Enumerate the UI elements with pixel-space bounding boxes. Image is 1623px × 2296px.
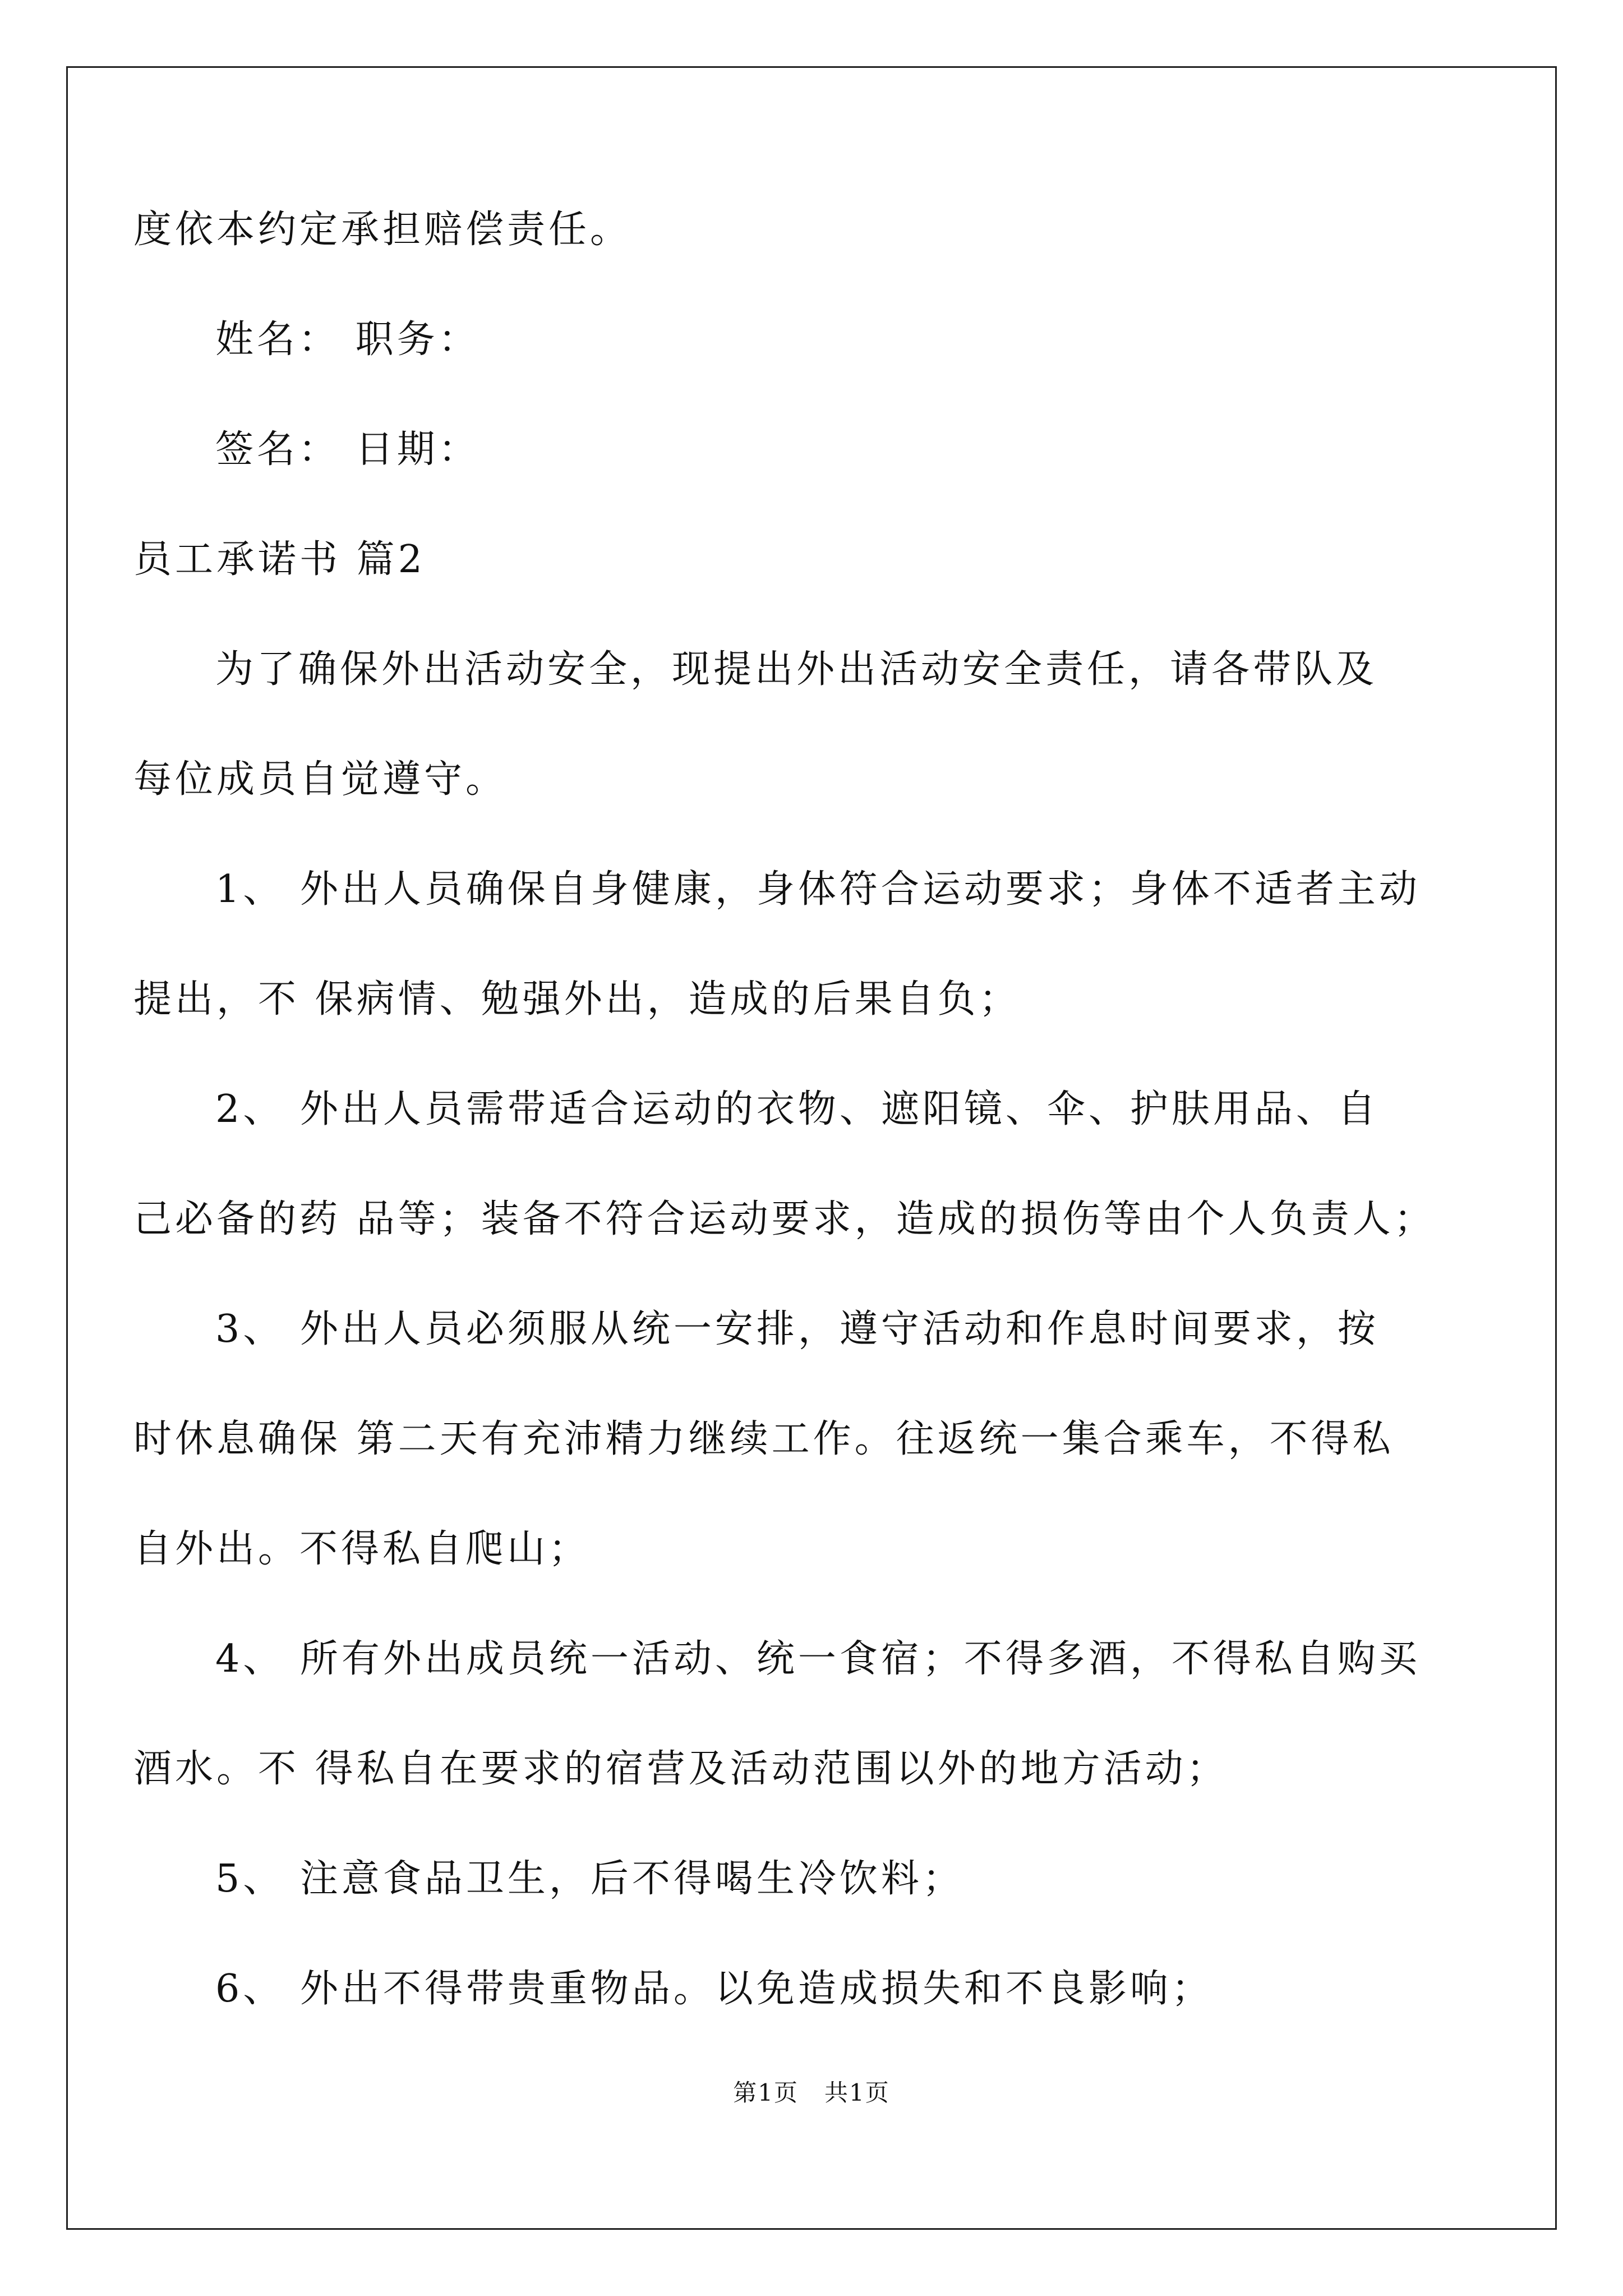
- paragraph-line: 度依本约定承担赔偿责任。: [133, 208, 632, 252]
- paragraph-line: 每位成员自觉遵守。: [133, 757, 508, 802]
- list-item-2-line: 2、 外出人员需带适合运动的衣物、遮阳镜、伞、护肤用品、自: [215, 1087, 1379, 1131]
- section-title: 员工承诺书 篇2: [133, 537, 426, 582]
- paragraph-line: 为了确保外出活动安全，现提出外出活动安全责任，请各带队及: [215, 647, 1378, 692]
- list-item-4-line: 酒水。不 得私自在要求的宿营及活动范围以外的地方活动；: [133, 1747, 1228, 1791]
- list-item-1-line: 1、 外出人员确保自身健康，身体符合运动要求；身体不适者主动: [215, 867, 1421, 912]
- list-item-1-line: 提出，不 保病情、勉强外出，造成的后果自负；: [133, 977, 1021, 1022]
- name-position-line: 姓名： 职务：: [215, 318, 480, 362]
- signature-date-line: 签名： 日期：: [215, 427, 480, 472]
- list-item-3-line: 3、 外出人员必须服从统一安排，遵守活动和作息时间要求，按: [215, 1307, 1379, 1351]
- page-border: [66, 66, 1557, 2230]
- list-item-4-line: 4、 所有外出成员统一活动、统一食宿；不得多酒，不得私自购买: [215, 1637, 1421, 1681]
- list-item-3-line: 自外出。不得私自爬山；: [133, 1527, 591, 1571]
- list-item-5-line: 5、 注意食品卫生，后不得喝生冷饮料；: [215, 1857, 964, 1901]
- page-footer: 第1页 共1页: [733, 2079, 890, 2106]
- list-item-6-line: 6、 外出不得带贵重物品。以免造成损失和不良影响；: [215, 1967, 1213, 2011]
- list-item-2-line: 己必备的药 品等；装备不符合运动要求，造成的损伤等由个人负责人；: [133, 1197, 1436, 1241]
- list-item-3-line: 时休息确保 第二天有充沛精力继续工作。往返统一集合乘车，不得私: [133, 1417, 1394, 1461]
